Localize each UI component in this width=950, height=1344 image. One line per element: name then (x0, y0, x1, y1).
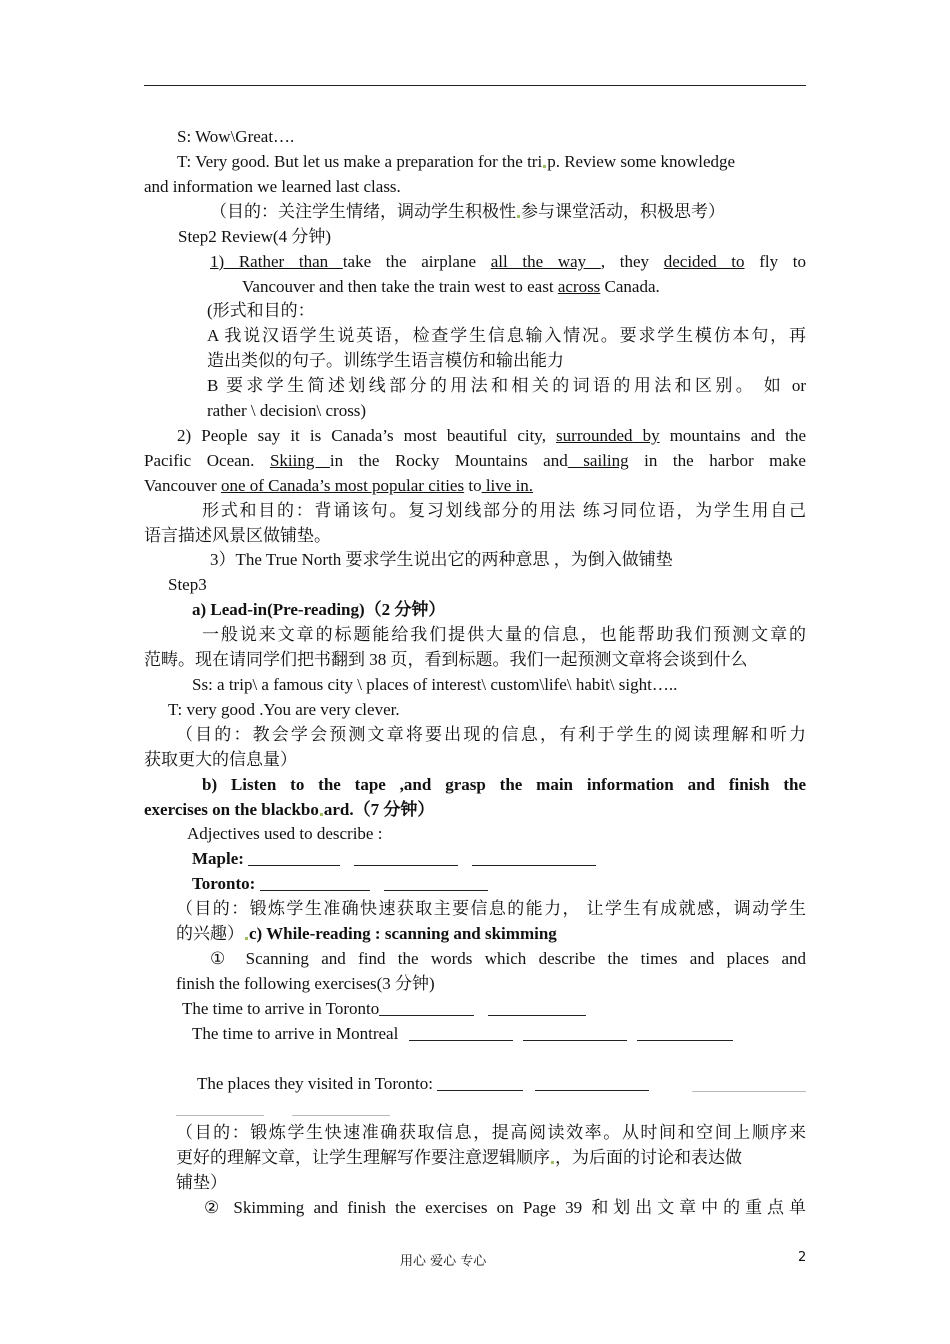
text: exercises on the blackbo (144, 800, 319, 819)
edit-mark (320, 813, 323, 816)
text: to (464, 476, 482, 495)
text: The time to arrive in Montreal (192, 1024, 403, 1043)
montreal-time-blank-1[interactable] (409, 1025, 513, 1041)
text: in the Rocky Mountains and (329, 451, 568, 470)
skimming-line: ② Skimming and finish the exercises on Page 39 和划出文章中的重点单 (204, 1198, 806, 1217)
places-blank-2[interactable] (535, 1075, 649, 1091)
step2-heading: Step2 Review(4 分钟) (178, 227, 331, 246)
footer-motto: 用心 爱心 专心 (400, 1254, 487, 1269)
toronto-label: Toronto: (192, 874, 260, 893)
text: p. Review some knowledge (547, 152, 736, 171)
line-purpose-1 (210, 201, 725, 223)
purpose-4-line-2 (176, 923, 557, 945)
edit-mark (517, 215, 520, 218)
text: Pacific Ocean. (144, 451, 270, 470)
text: 2) People say it is Canada’s most beautiful city, (177, 426, 557, 445)
edit-mark (543, 165, 546, 168)
text: mountains and the (659, 426, 807, 445)
review-sentence-2-line-3 (144, 475, 533, 497)
listen-heading-line-2 (144, 799, 434, 821)
scanning-line-1: ① Scanning and find the words which describe the times and places and (210, 949, 806, 968)
toronto-row (192, 873, 488, 895)
places-blank-1[interactable] (437, 1075, 523, 1091)
text: ard.（7 分钟） (323, 800, 435, 819)
underlined-text: across (557, 277, 601, 296)
maple-blank-3[interactable] (472, 850, 596, 866)
maple-blank-2[interactable] (354, 850, 458, 866)
purpose-5-line-3: 铺垫） (176, 1173, 227, 1192)
text: fly to (744, 252, 806, 271)
line-t-preparation (177, 151, 735, 173)
text: 更好的理解文章，让学生理解写作要注意逻辑顺序 (176, 1148, 550, 1167)
toronto-blank-1[interactable] (260, 875, 370, 891)
scanning-line-2: finish the following exercises(3 分钟) (176, 974, 435, 993)
step3-heading: Step3 (168, 575, 207, 594)
places-row (197, 1073, 649, 1095)
form-purpose-2-line-1: 形式和目的：背诵该句。复习划线部分的用法 练习同位语，为学生用自己 (202, 501, 806, 520)
underlined-text: decided to (663, 252, 745, 271)
text: T: Very good. But let us make a preparation for the tri (177, 152, 543, 171)
t-clever-line: T: very good .You are very clever. (168, 700, 400, 719)
text: The time to arrive in Toronto (182, 999, 380, 1018)
listen-heading-line-1: b) Listen to the tape ,and grasp the main information and finish the (202, 775, 806, 794)
form-a-line-1: A 我说汉语学生说英语，检查学生信息输入情况。要求学生模仿本句，再 (207, 326, 806, 345)
line-s-wow: S: Wow\Great…. (177, 127, 295, 146)
edit-mark (551, 1161, 554, 1164)
purpose-3-line-1: （目的：教会学会预测文章将要出现的信息，有利于学生的阅读理解和听力 (176, 725, 806, 744)
places-blank-3[interactable] (692, 1091, 806, 1092)
lead-in-para-line-2: 范畴。现在请同学们把书翻到 38 页，看到标题。我们一起预测文章将会谈到什么 (144, 650, 748, 669)
text: Vancouver and then take the train west to east (242, 277, 558, 296)
header-rule (144, 85, 806, 86)
ss-answer-line: Ss: a trip\ a famous city \ places of interest\ custom\life\ habit\ sight….. (192, 675, 678, 694)
text: take the airplane (342, 252, 491, 271)
places-blank-5[interactable] (292, 1115, 390, 1116)
edit-mark (245, 937, 248, 940)
text: , they (600, 252, 664, 271)
underlined-text: Skiing (269, 451, 330, 470)
toronto-time-blank-1[interactable] (379, 1000, 474, 1016)
true-north-line: 3）The True North 要求学生说出它的两种意思 ，为倒入做铺垫 (210, 550, 673, 569)
montreal-time-row (192, 1023, 733, 1045)
underlined-text: surrounded by (556, 426, 660, 445)
review-sentence-1 (210, 251, 806, 273)
form-purpose-2-line-2: 语言描述风景区做铺垫。 (144, 526, 331, 545)
form-b-line-2: rather \ decision\ cross) (207, 401, 367, 420)
text: The places they visited in Toronto: (197, 1074, 438, 1093)
lead-in-para-line-1: 一般说来文章的标题能给我们提供大量的信息，也能帮助我们预测文章的 (202, 625, 806, 644)
text: （目的：关注学生情绪，调动学生积极性 (210, 202, 516, 221)
adjectives-label: Adjectives used to describe : (187, 824, 383, 843)
text: ，为后面的讨论和表达做 (555, 1148, 742, 1167)
purpose-3-line-2: 获取更大的信息量） (144, 750, 297, 769)
review-sentence-2-line-2 (144, 450, 806, 472)
underlined-text: one of Canada’s most popular cities (220, 476, 465, 495)
page-number: 2 (798, 1250, 807, 1265)
maple-label: Maple: (192, 849, 249, 868)
montreal-time-blank-3[interactable] (637, 1025, 733, 1041)
text: in the harbor make (628, 451, 806, 470)
toronto-time-blank-2[interactable] (488, 1000, 586, 1016)
lead-in-heading: a) Lead-in(Pre-reading)（2 分钟） (192, 600, 446, 619)
purpose-4-line-1: （目的：锻炼学生准确快速获取主要信息的能力， 让学生有成就感，调动学生 (176, 899, 806, 918)
maple-row (192, 848, 596, 870)
review-sentence-1-cont (242, 276, 660, 298)
text: 的兴趣） (176, 924, 244, 943)
line-info: and information we learned last class. (144, 177, 401, 196)
places-blank-4[interactable] (176, 1115, 264, 1116)
purpose-5-line-2 (176, 1147, 742, 1169)
maple-blank-1[interactable] (248, 850, 340, 866)
while-reading-heading: c) While-reading : scanning and skimming (249, 924, 557, 943)
toronto-blank-2[interactable] (384, 875, 488, 891)
purpose-5-line-1: （目的：锻炼学生快速准确获取信息，提高阅读效率。从时间和空间上顺序来 (176, 1123, 806, 1142)
review-sentence-2-line-1 (177, 425, 806, 447)
underlined-text: 1) Rather than (210, 252, 343, 271)
form-a-line-2: 造出类似的句子。训练学生语言模仿和输出能力 (207, 351, 564, 370)
underlined-text: sailing (567, 451, 629, 470)
form-b-line-1: B 要求学生简述划线部分的用法和相关的词语的用法和区别。 如 or (207, 376, 806, 395)
montreal-time-blank-2[interactable] (523, 1025, 627, 1041)
form-purpose-label: (形式和目的： (207, 301, 315, 320)
underlined-text: live in. (481, 476, 534, 495)
text: Canada. (600, 277, 660, 296)
underlined-text: all the way (490, 252, 601, 271)
text: 参与课堂活动，积极思考） (521, 202, 725, 221)
text: Vancouver (144, 476, 221, 495)
toronto-time-row (182, 998, 586, 1020)
